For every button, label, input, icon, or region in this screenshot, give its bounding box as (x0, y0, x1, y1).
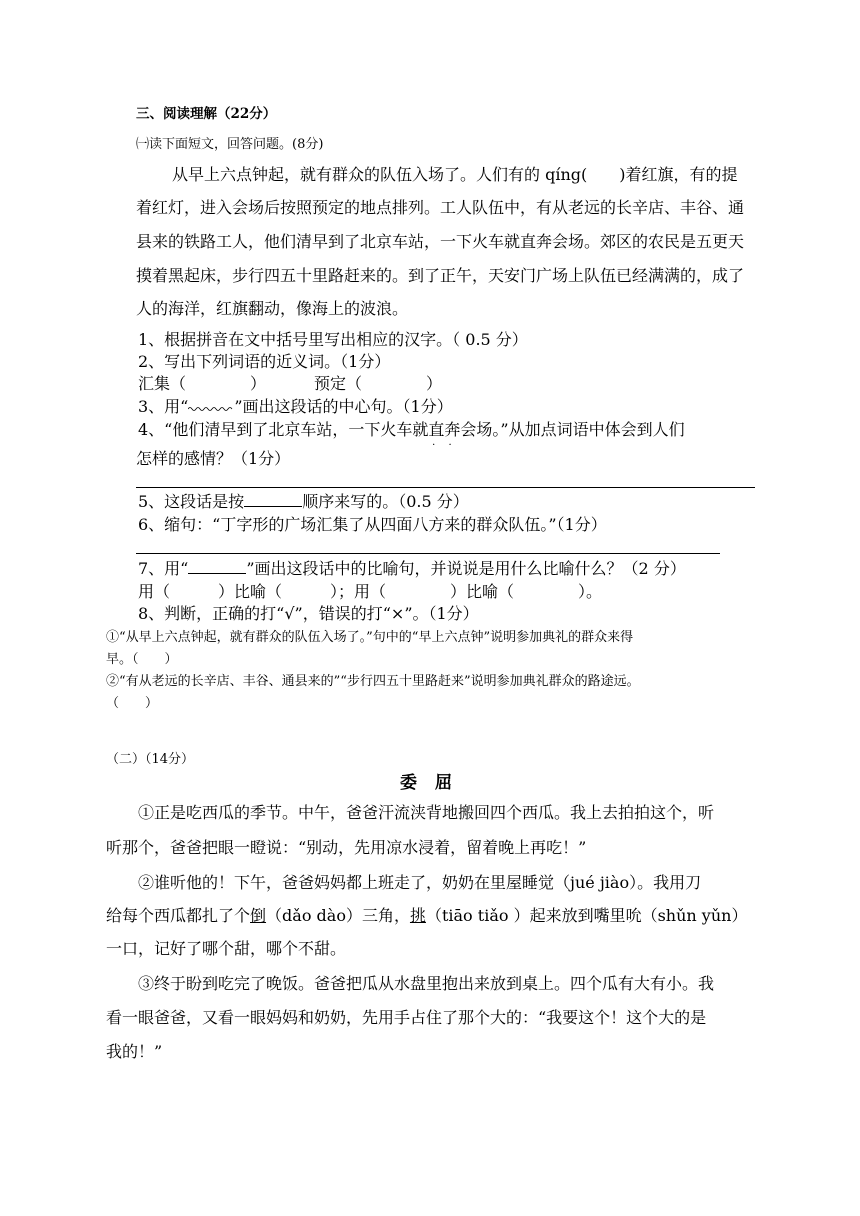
question-1: 1、根据拼音在文中括号里写出相应的汉字。（ 0.5 分） (138, 330, 528, 349)
passage-line-4: 摸着黑起床，步行四五十里路赶来的。到了正午，天安门广场上队伍已经满满的，成了 (136, 266, 745, 285)
story-p2-line-2-part-a: 给每个西瓜都扎了个 (106, 906, 251, 925)
question-4-line-1 (138, 420, 685, 451)
story-title: 委屈 (400, 773, 470, 793)
story-p1-line-1: ①正是吃西瓜的季节。中午，爸爸汗流浃背地搬回四个西瓜。我上去拍拍这个，听 (138, 803, 715, 822)
question-4-prefix: 4、“他们清早到了北京车站，一下火车就 (138, 420, 429, 439)
judgement-2-line-1: ②“有从老远的长辛店、丰谷、通县来的”“步行四五十里路赶来”说明参加典礼群众的路途远。 (106, 674, 640, 689)
story-p2-line-3: 一口，记好了哪个甜，哪个不甜。 (106, 939, 347, 958)
question-4-suffix: 会场。”从加点词语中体会到人们 (460, 420, 685, 439)
answer-line-q6 (136, 553, 720, 554)
passage-line-5: 人的海洋，红旗翻动，像海上的波浪。 (136, 299, 409, 318)
story-p2-line-1: ②谁听他的！下午，爸爸妈妈都上班走了，奶奶在里屋睡觉（jué jiào）。我用刀 (138, 873, 702, 892)
question-7-prefix: 7、用“ (138, 559, 189, 578)
question-5 (138, 494, 469, 510)
dotted-word (428, 420, 461, 451)
story-p3-line-2: 看一眼爸爸，又看一眼妈妈和奶奶，先用手占住了那个大的：“我要这个！这个大的是 (106, 1008, 707, 1027)
story-p2-line-2-part-c: （tiāo tiǎo ）起来放到嘴里吮（shǔn yǔn） (425, 906, 748, 925)
question-2-item-a: 汇集（ ） (138, 374, 267, 393)
judgement-1-line-2: 早。（ ） (106, 652, 178, 667)
wavy-underline-mark (188, 404, 234, 412)
passage-line-3: 县来的铁路工人，他们清早到了北京车站，一下火车就直奔会场。郊区的农民是五更天 (136, 232, 745, 251)
question-6: 6、缩句：“丁字形的广场汇集了从四面八方来的群众队伍。”（1分） (138, 515, 607, 534)
judgement-2-line-2: （ ） (106, 696, 159, 711)
answer-line-q4 (136, 487, 755, 488)
dotted-word-text: 直奔 (428, 420, 461, 439)
story-p2-line-2 (106, 908, 747, 924)
judgement-1-line-1: ①“从早上六点钟起，就有群众的队伍入场了。”句中的“早上六点钟”说明参加典礼的群众来得 (106, 630, 634, 645)
underlined-char-tiao: 挑 (409, 906, 426, 925)
question-7-answer-line: 用（ ）比喻（ ）；用（ ）比喻（ ）。 (138, 582, 603, 601)
story-p3-line-1: ③终于盼到吃完了晚饭。爸爸把瓜从水盘里抱出来放到桌上。四个瓜有大有小。我 (138, 974, 715, 993)
story-p2-line-2-part-b: （dǎo dào）三角， (266, 906, 410, 925)
question-3 (138, 399, 453, 415)
question-3-prefix: 3、用“ (138, 397, 189, 416)
straight-underline-mark (188, 561, 246, 574)
answer-blank-q5 (244, 494, 302, 507)
section-heading: 三、阅读理解（22分） (136, 106, 277, 122)
passage-line-1: 从早上六点钟起，就有群众的队伍入场了。人们有的 qíng( )着红旗，有的提 (172, 165, 738, 184)
underlined-char-dao: 倒 (250, 906, 267, 925)
story-p1-line-2: 听那个，爸爸把眼一瞪说：“别动，先用凉水浸着，留着晚上再吃！” (106, 838, 587, 857)
question-5-suffix: 顺序来写的。（0.5 分） (302, 492, 469, 511)
question-3-suffix: ”画出这段话的中心句。（1分） (234, 397, 453, 416)
emphasis-dots: · · (432, 440, 457, 451)
question-7 (138, 561, 686, 577)
passage-line-2: 着红灯，进入会场后按照预定的地点排列。工人队伍中，有从老远的长辛店、丰谷、通 (136, 198, 745, 217)
question-2: 2、写出下列词语的近义词。（1分） (138, 352, 391, 371)
story-p3-line-3: 我的！” (106, 1042, 163, 1061)
question-5-prefix: 5、这段话是按 (138, 492, 245, 511)
question-4-line-2: 怎样的感情？（1分） (136, 449, 291, 468)
part1-intro: ㈠读下面短文，回答问题。(8分) (136, 137, 324, 152)
question-7-suffix: ”画出这段话中的比喻句，并说说是用什么比喻什么？（2 分） (246, 559, 686, 578)
part2-intro: （二）（14分） (106, 752, 195, 767)
question-2-item-b: 预定（ ） (314, 374, 443, 393)
question-8: 8、判断，正确的打“√”，错误的打“×”。（1分） (138, 604, 479, 623)
